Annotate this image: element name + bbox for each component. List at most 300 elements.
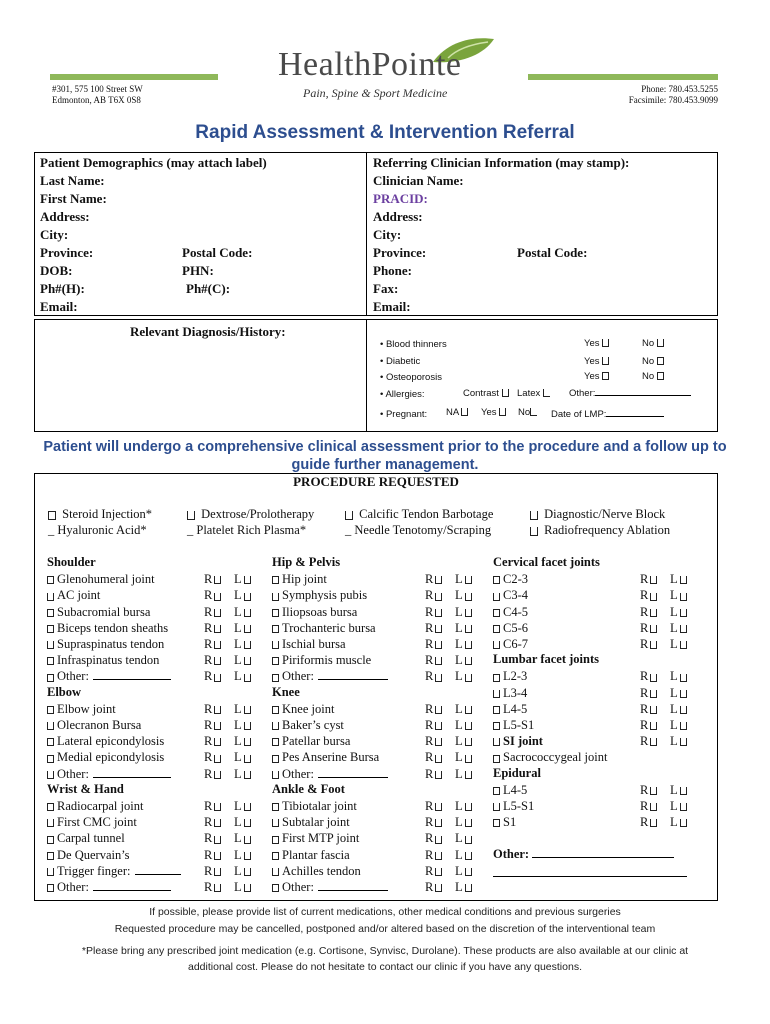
hip-item[interactable]: Trochanteric bursa bbox=[272, 620, 376, 636]
checkbox-icon[interactable] bbox=[47, 657, 54, 665]
checkbox-icon[interactable] bbox=[214, 738, 221, 746]
cervical-item[interactable]: C5-6 bbox=[493, 620, 528, 636]
checkbox-icon[interactable] bbox=[650, 706, 657, 714]
shoulder-item[interactable]: Subacromial bursa bbox=[47, 604, 150, 620]
checkbox-icon[interactable] bbox=[465, 771, 472, 779]
checkbox-icon[interactable] bbox=[435, 625, 442, 633]
checkbox-icon[interactable] bbox=[435, 868, 442, 876]
right-side-option[interactable]: R bbox=[640, 620, 660, 636]
right-side-option[interactable]: R bbox=[640, 701, 660, 717]
checkbox-icon[interactable] bbox=[680, 787, 687, 795]
left-side-option[interactable]: L bbox=[455, 847, 475, 863]
ankle-item[interactable]: First MTP joint bbox=[272, 830, 359, 846]
checkbox-icon[interactable] bbox=[47, 738, 54, 746]
cervical-item[interactable]: C4-5 bbox=[493, 604, 528, 620]
clinician-email-label[interactable]: Email: bbox=[373, 299, 411, 314]
last-name-label[interactable]: Last Name: bbox=[40, 173, 105, 188]
right-side-option[interactable]: R bbox=[204, 766, 224, 782]
checkbox-icon[interactable] bbox=[244, 609, 251, 617]
clinician-province-label[interactable]: Province: bbox=[373, 245, 427, 260]
checkbox-icon[interactable] bbox=[272, 755, 279, 763]
checkbox-icon[interactable] bbox=[435, 803, 442, 811]
checkbox-icon[interactable] bbox=[244, 625, 251, 633]
lumbar-item[interactable]: L3-4 bbox=[493, 685, 527, 701]
checkbox-icon[interactable] bbox=[214, 852, 221, 860]
checkbox-icon[interactable] bbox=[244, 836, 251, 844]
left-side-option[interactable]: L bbox=[234, 733, 254, 749]
right-side-option[interactable]: R bbox=[425, 652, 445, 668]
lumbar-item[interactable]: L2-3 bbox=[493, 668, 527, 684]
checkbox-icon[interactable] bbox=[272, 884, 279, 892]
checkbox-icon[interactable] bbox=[435, 722, 442, 730]
right-side-option[interactable]: R bbox=[425, 701, 445, 717]
checkbox-icon[interactable] bbox=[680, 625, 687, 633]
checkbox-icon[interactable] bbox=[530, 408, 537, 416]
wrist-item[interactable]: First CMC joint bbox=[47, 814, 137, 830]
right-side-option[interactable]: R bbox=[204, 749, 224, 765]
checkbox-icon[interactable] bbox=[272, 657, 279, 665]
text-line[interactable] bbox=[318, 890, 388, 891]
checkbox-icon[interactable] bbox=[244, 738, 251, 746]
allergy-latex[interactable]: Latex bbox=[517, 388, 553, 400]
first-name-label[interactable]: First Name: bbox=[40, 191, 107, 206]
checkbox-icon[interactable] bbox=[493, 674, 500, 682]
checkbox-icon[interactable] bbox=[657, 357, 664, 365]
elbow-item[interactable]: Medial epicondylosis bbox=[47, 749, 164, 765]
knee-item[interactable]: Baker’s cyst bbox=[272, 717, 344, 733]
checkbox-icon[interactable] bbox=[465, 884, 472, 892]
checkbox-icon[interactable] bbox=[214, 657, 221, 665]
checkbox-icon[interactable] bbox=[680, 819, 687, 827]
checkbox-icon[interactable] bbox=[47, 722, 54, 730]
left-side-option[interactable]: L bbox=[234, 652, 254, 668]
checkbox-icon[interactable] bbox=[244, 722, 251, 730]
left-side-option[interactable]: L bbox=[234, 620, 254, 636]
left-side-option[interactable]: L bbox=[455, 733, 475, 749]
checkbox-icon[interactable] bbox=[465, 641, 472, 649]
right-side-option[interactable]: R bbox=[640, 571, 660, 587]
checkbox-icon[interactable] bbox=[543, 389, 550, 397]
calcific-option[interactable]: Calcific Tendon Barbotage bbox=[345, 506, 493, 522]
left-side-option[interactable]: L bbox=[234, 717, 254, 733]
checkbox-icon[interactable] bbox=[272, 706, 279, 714]
checkbox-icon[interactable] bbox=[465, 852, 472, 860]
checkbox-icon[interactable] bbox=[657, 339, 664, 347]
right-side-option[interactable]: R bbox=[640, 798, 660, 814]
checkbox-icon[interactable] bbox=[214, 868, 221, 876]
diabetic-yes[interactable]: Yes bbox=[584, 356, 612, 368]
rfa-option[interactable]: Radiofrequency Ablation bbox=[530, 522, 670, 538]
left-side-option[interactable]: L bbox=[455, 717, 475, 733]
elbow-item[interactable]: Other: bbox=[47, 766, 171, 782]
left-side-option[interactable]: L bbox=[670, 571, 690, 587]
left-side-option[interactable]: L bbox=[670, 685, 690, 701]
wrist-item[interactable]: De Quervain’s bbox=[47, 847, 130, 863]
shoulder-item[interactable]: Supraspinatus tendon bbox=[47, 636, 164, 652]
spine-other-field[interactable]: Other: bbox=[493, 846, 674, 862]
spine-other-line[interactable] bbox=[493, 876, 687, 877]
checkbox-icon[interactable] bbox=[465, 722, 472, 730]
right-side-option[interactable]: R bbox=[425, 814, 445, 830]
left-side-option[interactable]: L bbox=[234, 636, 254, 652]
checkbox-icon[interactable] bbox=[47, 576, 54, 584]
checkbox-icon[interactable] bbox=[465, 819, 472, 827]
left-side-option[interactable]: L bbox=[670, 701, 690, 717]
checkbox-icon[interactable] bbox=[47, 609, 54, 617]
left-side-option[interactable]: L bbox=[234, 830, 254, 846]
right-side-option[interactable]: R bbox=[640, 604, 660, 620]
checkbox-icon[interactable] bbox=[272, 852, 279, 860]
osteoporosis-no[interactable]: No bbox=[642, 371, 667, 383]
checkbox-icon[interactable] bbox=[493, 625, 500, 633]
lumbar-item[interactable]: L4-5 bbox=[493, 701, 527, 717]
checkbox-icon[interactable] bbox=[214, 576, 221, 584]
checkbox-icon[interactable] bbox=[272, 836, 279, 844]
checkbox-icon[interactable] bbox=[47, 803, 54, 811]
blood-thinners-yes[interactable]: Yes bbox=[584, 338, 612, 350]
checkbox-icon[interactable] bbox=[435, 755, 442, 763]
checkbox-icon[interactable] bbox=[244, 576, 251, 584]
checkbox-icon[interactable] bbox=[244, 674, 251, 682]
left-side-option[interactable]: L bbox=[455, 879, 475, 895]
tenotomy-option[interactable]: _ Needle Tenotomy/Scraping bbox=[345, 523, 492, 537]
checkbox-icon[interactable] bbox=[272, 868, 279, 876]
checkbox-icon[interactable] bbox=[214, 722, 221, 730]
pregnant-yes[interactable]: Yes bbox=[481, 407, 509, 419]
wrist-item[interactable]: Radiocarpal joint bbox=[47, 798, 143, 814]
blood-thinners-no[interactable]: No bbox=[642, 338, 667, 350]
pracid-label[interactable]: PRACID: bbox=[373, 191, 428, 206]
left-side-option[interactable]: L bbox=[234, 863, 254, 879]
left-side-option[interactable]: L bbox=[670, 587, 690, 603]
cervical-item[interactable]: C3-4 bbox=[493, 587, 528, 603]
checkbox-icon[interactable] bbox=[465, 609, 472, 617]
checkbox-icon[interactable] bbox=[493, 641, 500, 649]
checkbox-icon[interactable] bbox=[244, 657, 251, 665]
checkbox-icon[interactable] bbox=[465, 674, 472, 682]
left-side-option[interactable]: L bbox=[455, 701, 475, 717]
right-side-option[interactable]: R bbox=[204, 798, 224, 814]
checkbox-icon[interactable] bbox=[47, 641, 54, 649]
right-side-option[interactable]: R bbox=[204, 863, 224, 879]
checkbox-icon[interactable] bbox=[187, 511, 195, 520]
left-side-option[interactable]: L bbox=[455, 668, 475, 684]
checkbox-icon[interactable] bbox=[650, 576, 657, 584]
checkbox-icon[interactable] bbox=[680, 690, 687, 698]
right-side-option[interactable]: R bbox=[640, 668, 660, 684]
right-side-option[interactable]: R bbox=[204, 830, 224, 846]
right-side-option[interactable]: R bbox=[425, 847, 445, 863]
checkbox-icon[interactable] bbox=[272, 738, 279, 746]
checkbox-icon[interactable] bbox=[650, 625, 657, 633]
left-side-option[interactable]: L bbox=[670, 668, 690, 684]
checkbox-icon[interactable] bbox=[465, 625, 472, 633]
checkbox-icon[interactable] bbox=[214, 625, 221, 633]
left-side-option[interactable]: L bbox=[455, 652, 475, 668]
right-side-option[interactable]: R bbox=[425, 587, 445, 603]
left-side-option[interactable]: L bbox=[670, 798, 690, 814]
checkbox-icon[interactable] bbox=[435, 884, 442, 892]
checkbox-icon[interactable] bbox=[272, 576, 279, 584]
shoulder-item[interactable]: Infraspinatus tendon bbox=[47, 652, 159, 668]
right-side-option[interactable]: R bbox=[204, 879, 224, 895]
left-side-option[interactable]: L bbox=[455, 766, 475, 782]
checkbox-icon[interactable] bbox=[435, 738, 442, 746]
wrist-item[interactable]: Other: bbox=[47, 879, 171, 895]
left-side-option[interactable]: L bbox=[670, 636, 690, 652]
checkbox-icon[interactable] bbox=[680, 593, 687, 601]
knee-item[interactable]: Pes Anserine Bursa bbox=[272, 749, 379, 765]
checkbox-icon[interactable] bbox=[244, 852, 251, 860]
text-line[interactable] bbox=[318, 777, 388, 778]
checkbox-icon[interactable] bbox=[435, 674, 442, 682]
left-side-option[interactable]: L bbox=[670, 782, 690, 798]
shoulder-item[interactable]: Other: bbox=[47, 668, 171, 684]
checkbox-icon[interactable] bbox=[47, 771, 54, 779]
elbow-item[interactable]: Olecranon Bursa bbox=[47, 717, 141, 733]
clinician-postal-label[interactable]: Postal Code: bbox=[517, 245, 588, 260]
lumbar-item[interactable]: L5-S1 bbox=[493, 717, 534, 733]
right-side-option[interactable]: R bbox=[425, 620, 445, 636]
knee-item[interactable]: Other: bbox=[272, 766, 388, 782]
checkbox-icon[interactable] bbox=[272, 819, 279, 827]
steroid-option[interactable]: Steroid Injection* bbox=[48, 506, 152, 522]
checkbox-icon[interactable] bbox=[272, 625, 279, 633]
right-side-option[interactable]: R bbox=[425, 717, 445, 733]
clinician-name-label[interactable]: Clinician Name: bbox=[373, 173, 464, 188]
hip-item[interactable]: Piriformis muscle bbox=[272, 652, 371, 668]
left-side-option[interactable]: L bbox=[455, 587, 475, 603]
left-side-option[interactable]: L bbox=[234, 879, 254, 895]
osteoporosis-yes[interactable]: Yes bbox=[584, 371, 612, 383]
checkbox-icon[interactable] bbox=[465, 593, 472, 601]
checkbox-icon[interactable] bbox=[465, 803, 472, 811]
checkbox-icon[interactable] bbox=[272, 722, 279, 730]
patient-email-label[interactable]: Email: bbox=[40, 299, 78, 314]
checkbox-icon[interactable] bbox=[499, 408, 506, 416]
checkbox-icon[interactable] bbox=[48, 511, 56, 520]
checkbox-icon[interactable] bbox=[493, 609, 500, 617]
checkbox-icon[interactable] bbox=[530, 511, 538, 520]
checkbox-icon[interactable] bbox=[47, 819, 54, 827]
checkbox-icon[interactable] bbox=[680, 576, 687, 584]
ankle-item[interactable]: Tibiotalar joint bbox=[272, 798, 357, 814]
right-side-option[interactable]: R bbox=[425, 830, 445, 846]
left-side-option[interactable]: L bbox=[670, 814, 690, 830]
checkbox-icon[interactable] bbox=[345, 511, 353, 520]
right-side-option[interactable]: R bbox=[640, 733, 660, 749]
clinician-phone-label[interactable]: Phone: bbox=[373, 263, 412, 278]
allergy-contrast[interactable]: Contrast bbox=[463, 388, 512, 400]
checkbox-icon[interactable] bbox=[493, 738, 500, 746]
checkbox-icon[interactable] bbox=[435, 609, 442, 617]
checkbox-icon[interactable] bbox=[214, 884, 221, 892]
clinician-fax-label[interactable]: Fax: bbox=[373, 281, 399, 296]
left-side-option[interactable]: L bbox=[234, 798, 254, 814]
checkbox-icon[interactable] bbox=[493, 803, 500, 811]
checkbox-icon[interactable] bbox=[272, 771, 279, 779]
checkbox-icon[interactable] bbox=[435, 836, 442, 844]
checkbox-icon[interactable] bbox=[680, 738, 687, 746]
prp-option[interactable]: _ Platelet Rich Plasma* bbox=[187, 523, 307, 537]
checkbox-icon[interactable] bbox=[650, 609, 657, 617]
checkbox-icon[interactable] bbox=[244, 641, 251, 649]
right-side-option[interactable]: R bbox=[640, 717, 660, 733]
text-line[interactable] bbox=[93, 777, 171, 778]
checkbox-icon[interactable] bbox=[650, 690, 657, 698]
ankle-item[interactable]: Other: bbox=[272, 879, 388, 895]
checkbox-icon[interactable] bbox=[435, 641, 442, 649]
wrist-item[interactable]: Trigger finger: bbox=[47, 863, 181, 879]
checkbox-icon[interactable] bbox=[435, 657, 442, 665]
shoulder-item[interactable]: Glenohumeral joint bbox=[47, 571, 155, 587]
right-side-option[interactable]: R bbox=[425, 668, 445, 684]
text-line[interactable] bbox=[93, 890, 171, 891]
left-side-option[interactable]: L bbox=[455, 636, 475, 652]
diagnostic-option[interactable]: Diagnostic/Nerve Block bbox=[530, 506, 665, 522]
checkbox-icon[interactable] bbox=[435, 852, 442, 860]
right-side-option[interactable]: R bbox=[640, 782, 660, 798]
checkbox-icon[interactable] bbox=[214, 706, 221, 714]
clinician-address-label[interactable]: Address: bbox=[373, 209, 423, 224]
patient-postal-label[interactable]: Postal Code: bbox=[182, 245, 253, 260]
checkbox-icon[interactable] bbox=[530, 527, 538, 536]
checkbox-icon[interactable] bbox=[244, 868, 251, 876]
checkbox-icon[interactable] bbox=[47, 884, 54, 892]
right-side-option[interactable]: R bbox=[204, 620, 224, 636]
checkbox-icon[interactable] bbox=[602, 339, 609, 347]
checkbox-icon[interactable] bbox=[214, 755, 221, 763]
right-side-option[interactable]: R bbox=[425, 798, 445, 814]
left-side-option[interactable]: L bbox=[455, 620, 475, 636]
right-side-option[interactable]: R bbox=[425, 879, 445, 895]
checkbox-icon[interactable] bbox=[680, 641, 687, 649]
checkbox-icon[interactable] bbox=[214, 593, 221, 601]
checkbox-icon[interactable] bbox=[214, 771, 221, 779]
checkbox-icon[interactable] bbox=[272, 641, 279, 649]
right-side-option[interactable]: R bbox=[640, 814, 660, 830]
checkbox-icon[interactable] bbox=[272, 674, 279, 682]
hip-item[interactable]: Iliopsoas bursa bbox=[272, 604, 357, 620]
checkbox-icon[interactable] bbox=[650, 738, 657, 746]
left-side-option[interactable]: L bbox=[234, 604, 254, 620]
right-side-option[interactable]: R bbox=[425, 749, 445, 765]
text-line[interactable] bbox=[318, 679, 388, 680]
shoulder-item[interactable]: Biceps tendon sheaths bbox=[47, 620, 168, 636]
checkbox-icon[interactable] bbox=[650, 593, 657, 601]
checkbox-icon[interactable] bbox=[244, 803, 251, 811]
checkbox-icon[interactable] bbox=[47, 868, 54, 876]
left-side-option[interactable]: L bbox=[455, 814, 475, 830]
checkbox-icon[interactable] bbox=[214, 674, 221, 682]
right-side-option[interactable]: R bbox=[204, 604, 224, 620]
patient-city-label[interactable]: City: bbox=[40, 227, 69, 242]
epidural-item[interactable]: S1 bbox=[493, 814, 516, 830]
checkbox-icon[interactable] bbox=[650, 674, 657, 682]
text-line[interactable] bbox=[93, 679, 171, 680]
checkbox-icon[interactable] bbox=[435, 576, 442, 584]
checkbox-icon[interactable] bbox=[465, 836, 472, 844]
ankle-item[interactable]: Subtalar joint bbox=[272, 814, 350, 830]
right-side-option[interactable]: R bbox=[425, 863, 445, 879]
checkbox-icon[interactable] bbox=[493, 690, 500, 698]
checkbox-icon[interactable] bbox=[493, 819, 500, 827]
checkbox-icon[interactable] bbox=[680, 706, 687, 714]
right-side-option[interactable]: R bbox=[204, 814, 224, 830]
checkbox-icon[interactable] bbox=[502, 389, 509, 397]
left-side-option[interactable]: L bbox=[234, 668, 254, 684]
checkbox-icon[interactable] bbox=[465, 576, 472, 584]
left-side-option[interactable]: L bbox=[670, 620, 690, 636]
checkbox-icon[interactable] bbox=[602, 357, 609, 365]
home-phone-label[interactable]: Ph#(H): bbox=[40, 281, 85, 296]
dob-label[interactable]: DOB: bbox=[40, 263, 73, 278]
checkbox-icon[interactable] bbox=[602, 372, 609, 380]
checkbox-icon[interactable] bbox=[244, 771, 251, 779]
checkbox-icon[interactable] bbox=[465, 706, 472, 714]
checkbox-icon[interactable] bbox=[465, 868, 472, 876]
left-side-option[interactable]: L bbox=[455, 798, 475, 814]
checkbox-icon[interactable] bbox=[244, 755, 251, 763]
left-side-option[interactable]: L bbox=[455, 830, 475, 846]
right-side-option[interactable]: R bbox=[425, 766, 445, 782]
hip-item[interactable]: Ischial bursa bbox=[272, 636, 346, 652]
knee-item[interactable]: Patellar bursa bbox=[272, 733, 350, 749]
checkbox-icon[interactable] bbox=[214, 609, 221, 617]
checkbox-icon[interactable] bbox=[435, 593, 442, 601]
epidural-item[interactable]: L5-S1 bbox=[493, 798, 534, 814]
hip-item[interactable]: Symphysis pubis bbox=[272, 587, 367, 603]
checkbox-icon[interactable] bbox=[435, 819, 442, 827]
right-side-option[interactable]: R bbox=[425, 733, 445, 749]
clinician-city-label[interactable]: City: bbox=[373, 227, 402, 242]
allergy-other[interactable]: Other: bbox=[569, 388, 691, 400]
left-side-option[interactable]: L bbox=[670, 733, 690, 749]
left-side-option[interactable]: L bbox=[234, 814, 254, 830]
checkbox-icon[interactable] bbox=[435, 771, 442, 779]
checkbox-icon[interactable] bbox=[214, 803, 221, 811]
right-side-option[interactable]: R bbox=[204, 571, 224, 587]
left-side-option[interactable]: L bbox=[234, 749, 254, 765]
checkbox-icon[interactable] bbox=[435, 706, 442, 714]
pregnant-no[interactable]: No bbox=[518, 407, 540, 419]
checkbox-icon[interactable] bbox=[47, 755, 54, 763]
hip-item[interactable]: Hip joint bbox=[272, 571, 327, 587]
checkbox-icon[interactable] bbox=[650, 722, 657, 730]
checkbox-icon[interactable] bbox=[650, 641, 657, 649]
checkbox-icon[interactable] bbox=[493, 722, 500, 730]
right-side-option[interactable]: R bbox=[425, 636, 445, 652]
checkbox-icon[interactable] bbox=[650, 803, 657, 811]
checkbox-icon[interactable] bbox=[657, 372, 664, 380]
checkbox-icon[interactable] bbox=[214, 836, 221, 844]
left-side-option[interactable]: L bbox=[234, 847, 254, 863]
right-side-option[interactable]: R bbox=[640, 685, 660, 701]
checkbox-icon[interactable] bbox=[461, 408, 468, 416]
hyaluronic-option[interactable]: _ Hyaluronic Acid* bbox=[48, 523, 147, 537]
left-side-option[interactable]: L bbox=[234, 766, 254, 782]
checkbox-icon[interactable] bbox=[272, 593, 279, 601]
checkbox-icon[interactable] bbox=[680, 722, 687, 730]
cervical-item[interactable]: C6-7 bbox=[493, 636, 528, 652]
cell-phone-label[interactable]: Ph#(C): bbox=[186, 281, 231, 296]
checkbox-icon[interactable] bbox=[244, 706, 251, 714]
checkbox-icon[interactable] bbox=[47, 625, 54, 633]
diagnosis-label[interactable]: Relevant Diagnosis/History: bbox=[130, 324, 286, 339]
elbow-item[interactable]: Elbow joint bbox=[47, 701, 116, 717]
right-side-option[interactable]: R bbox=[204, 733, 224, 749]
checkbox-icon[interactable] bbox=[47, 852, 54, 860]
